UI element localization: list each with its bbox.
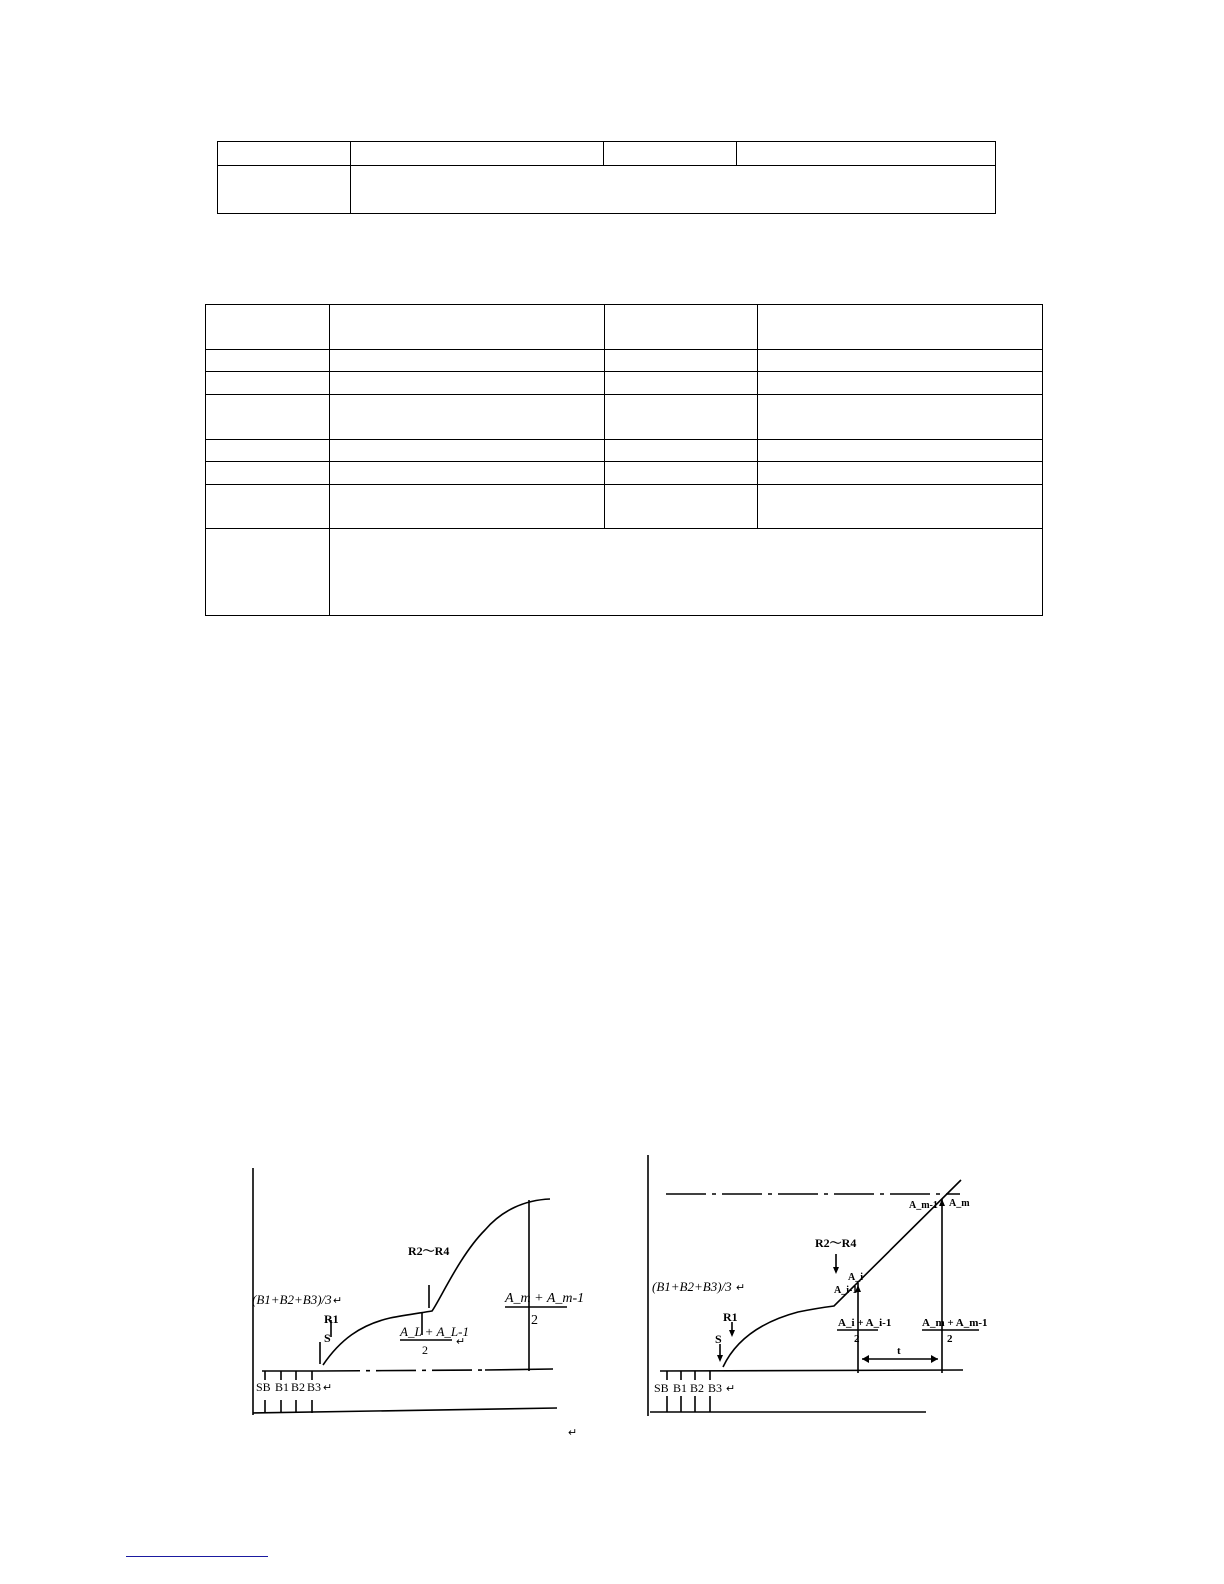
table-cell — [330, 485, 605, 529]
fraction-denominator: 2 — [854, 1333, 860, 1345]
table-row — [206, 462, 1043, 485]
baseline-label: SB — [654, 1381, 669, 1395]
interval-arrow-right — [931, 1355, 938, 1363]
table-cell — [605, 440, 758, 462]
return-mark: ↵ — [456, 1336, 466, 1348]
fraction-denominator: 2 — [422, 1343, 428, 1357]
table-cell — [737, 142, 996, 166]
lower-table — [205, 304, 1043, 616]
fraction-denominator: 2 — [531, 1313, 538, 1328]
fraction-denominator: 2 — [947, 1333, 953, 1345]
table-cell — [758, 462, 1043, 485]
table-cell — [330, 372, 605, 395]
table-cell — [758, 305, 1043, 350]
left-curve-figure — [240, 1160, 600, 1450]
baseline — [660, 1370, 963, 1371]
table-cell — [206, 529, 330, 616]
table-cell — [206, 485, 330, 529]
table-cell — [605, 395, 758, 440]
table-cell — [330, 462, 605, 485]
right-curve-figure — [638, 1150, 998, 1450]
average-label: (B1+B2+B3)/3 — [652, 1279, 732, 1294]
return-mark: ↵ — [323, 1382, 333, 1394]
table-cell — [330, 305, 605, 350]
table-row — [206, 305, 1043, 350]
table-cell — [758, 485, 1043, 529]
return-mark: ↵ — [568, 1427, 578, 1439]
table-cell — [330, 350, 605, 372]
table-cell — [206, 350, 330, 372]
fraction-numerator: A_i + A_i-1 — [838, 1317, 892, 1329]
table-cell — [605, 485, 758, 529]
table-cell — [330, 440, 605, 462]
table-cell — [218, 142, 351, 166]
table-cell — [330, 395, 605, 440]
table-row — [206, 395, 1043, 440]
footnote-divider — [126, 1556, 268, 1557]
table-cell — [605, 462, 758, 485]
interval-arrow-left — [862, 1355, 869, 1363]
label-a-i: A_i — [848, 1272, 863, 1283]
return-mark: ↵ — [333, 1295, 343, 1307]
table-row — [218, 142, 996, 166]
table-cell — [330, 529, 1043, 616]
label-r1: R1 — [723, 1310, 738, 1324]
label-a-m: A_m — [949, 1198, 970, 1209]
baseline-label: B2 — [690, 1381, 705, 1395]
fraction-numerator: A_m + A_m-1 — [505, 1291, 585, 1306]
bottom-axis — [253, 1408, 557, 1413]
label-r1: R1 — [324, 1312, 339, 1326]
table-cell — [351, 166, 996, 214]
table-cell — [605, 350, 758, 372]
return-mark: ↵ — [726, 1383, 736, 1395]
table-cell — [758, 372, 1043, 395]
table-cell — [604, 142, 737, 166]
fraction-numerator: A_m + A_m-1 — [922, 1317, 988, 1329]
table-cell — [758, 350, 1043, 372]
baseline-label: B2 — [291, 1380, 306, 1394]
upper-table — [217, 141, 996, 214]
table-cell — [351, 142, 604, 166]
baseline-segment-end — [485, 1369, 553, 1370]
table-cell — [206, 305, 330, 350]
table-row — [206, 485, 1043, 529]
baseline-label: SB — [256, 1380, 271, 1394]
label-s: S — [715, 1332, 722, 1346]
label-r2-r4: R2～R4 — [815, 1236, 857, 1250]
table-cell — [758, 395, 1043, 440]
table-cell — [206, 440, 330, 462]
baseline-label: B1 — [673, 1381, 688, 1395]
interval-label-t: t — [897, 1345, 901, 1357]
table-cell — [758, 440, 1043, 462]
arrowhead — [717, 1355, 723, 1362]
table-cell — [218, 166, 351, 214]
return-mark: ↵ — [736, 1282, 746, 1294]
label-s: S — [324, 1331, 331, 1345]
label-a-i-minus-1: A_i-1 — [834, 1285, 858, 1296]
average-label: (B1+B2+B3)/3 — [252, 1292, 332, 1307]
arrowhead — [833, 1267, 839, 1274]
label-a-m-minus-1: A_m-1 — [909, 1200, 938, 1211]
table-cell — [206, 462, 330, 485]
table-row — [218, 166, 996, 214]
arrowhead — [729, 1330, 735, 1337]
table-cell — [206, 372, 330, 395]
baseline-label: B3 — [708, 1381, 723, 1395]
baseline-dashdot — [320, 1370, 485, 1371]
baseline-label: B1 — [275, 1380, 290, 1394]
table-row — [206, 372, 1043, 395]
table-cell — [605, 372, 758, 395]
label-r2-r4: R2～R4 — [408, 1244, 450, 1258]
fraction-numerator: A_L + A_L-1 — [400, 1324, 469, 1339]
table-cell — [206, 395, 330, 440]
table-row — [206, 350, 1043, 372]
table-row — [206, 440, 1043, 462]
table-cell — [605, 305, 758, 350]
baseline-label: B3 — [307, 1380, 322, 1394]
table-row — [206, 529, 1043, 616]
